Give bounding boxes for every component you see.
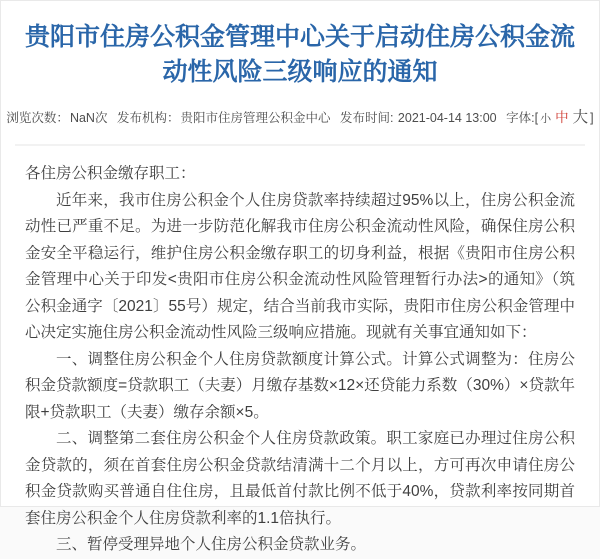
paragraph-item-2: 二、调整第二套住房公积金个人住房贷款政策。职工家庭已办理过住房公积金贷款的，须在首套住房公积金贷款结清满十二个月以上，方可再次申请住房公积金贷款购买普通自住住房，且最低首付款比例不低于40%，贷款利率按同期首套住房公积金个人住房贷款利率的1.1倍执行。 — [25, 430, 575, 527]
article-body — [1, 146, 599, 559]
paragraph-intro: 近年来，我市住房公积金个人住房贷款率持续超过95%以上，住房公积金流动性已严重不足。为进一步防范化解我市住房公积金流动性风险，确保住房公积金安全平稳运行，维护住房公积金缴存职工的切身利益，根据《贵阳市住房公积金管理中心关于印发<贵阳市住房公积金流动性风险管理暂行办法>的通知》（筑公积金通字〔2021〕55号）规定，结合当前我市实际，贵阳市住房公积金管理中心决定实施住房公积金流动性风险三级响应措施。现就有关事宜通知如下： — [25, 191, 575, 341]
article-header — [1, 1, 599, 127]
publish-time-value: 2021-04-14 13:00 — [397, 111, 497, 125]
salutation: 各住房公积金缴存职工： — [25, 165, 196, 182]
font-size-bracket-close: ] — [590, 111, 594, 125]
publisher-label: 发布机构： — [116, 111, 180, 125]
font-size-label: 字体:[ — [506, 111, 539, 125]
paragraph-item-1: 一、调整住房公积金个人住房贷款额度计算公式。计算公式调整为：住房公积金贷款额度=贷款职工（夫妻）月缴存基数×12×还贷能力系数（30%）×贷款年限+贷款职工（夫妻）缴存余额×5。 — [25, 350, 575, 421]
publish-time-label: 发布时间: — [339, 111, 394, 125]
font-size-small-button[interactable]: 小 — [540, 113, 552, 125]
page-title: 贵阳市住房公积金管理中心关于启动住房公积金流动性风险三级响应的通知 — [24, 23, 575, 86]
article-meta — [1, 105, 599, 127]
views-value: NaN次 — [69, 111, 108, 125]
publish-time — [340, 111, 497, 125]
views-label: 浏览次数： — [6, 111, 69, 125]
font-size-large-button[interactable]: 大 — [572, 109, 589, 126]
font-size-switcher — [506, 111, 593, 125]
publisher — [117, 111, 331, 125]
paragraph-item-3: 三、暂停受理异地个人住房公积金贷款业务。 — [56, 536, 367, 553]
font-size-medium-button[interactable]: 中 — [555, 110, 569, 125]
publisher-value: 贵阳市住房管理公积金中心 — [180, 111, 331, 125]
views-counter — [6, 111, 107, 125]
